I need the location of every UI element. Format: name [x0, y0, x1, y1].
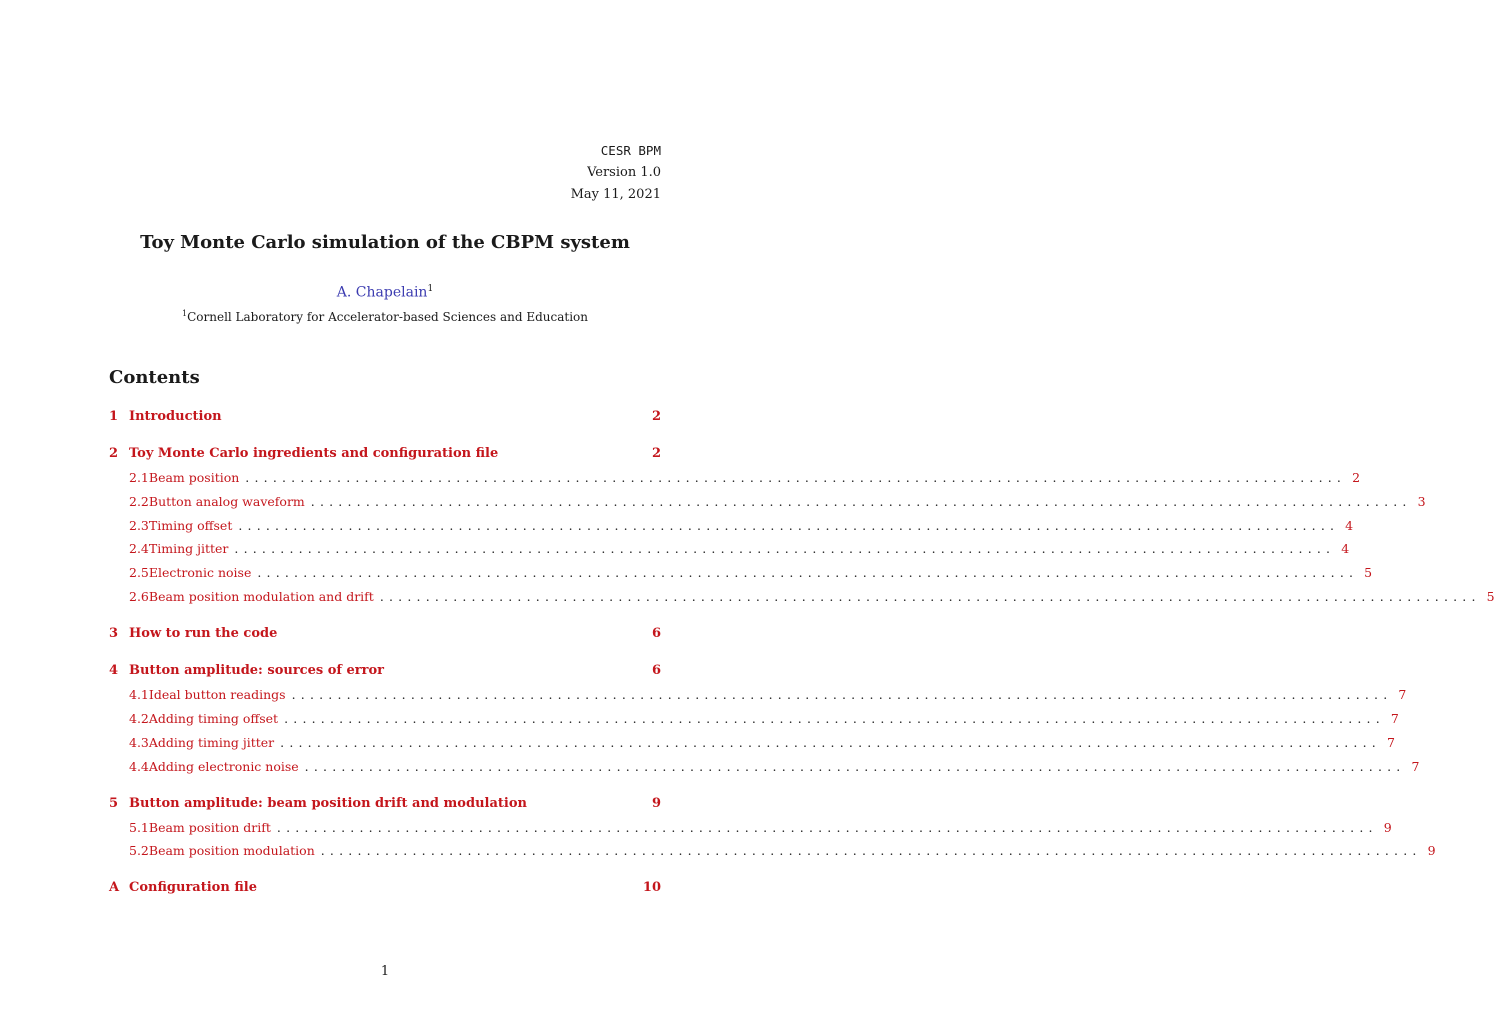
toc-entry-label[interactable]: Toy Monte Carlo ingredients and configuration file	[129, 446, 499, 461]
toc-entry-page[interactable]: 5	[1486, 589, 1495, 604]
toc-entry-number: 4.2	[129, 711, 149, 726]
toc-subsection-entry[interactable]	[109, 711, 1399, 729]
toc-entry-label[interactable]: Ideal button readings	[148, 687, 286, 702]
toc-entry-number: A	[109, 880, 120, 895]
toc-entry-number: 4.1	[129, 687, 149, 702]
toc-entry-page[interactable]: 4	[1345, 518, 1354, 533]
toc-entry-number: 4.4	[129, 759, 149, 774]
toc-entry-label[interactable]: How to run the code	[129, 626, 278, 641]
toc-section-entry[interactable]	[109, 409, 661, 427]
toc-dot-leader: ........................................................................................................................	[238, 518, 1340, 533]
toc-subsection-entry[interactable]	[109, 820, 1392, 838]
toc-entry-label[interactable]: Beam position	[148, 470, 240, 485]
author-affiliation-marker: 1	[427, 284, 434, 294]
toc-entry-label[interactable]: Button analog waveform	[148, 494, 305, 509]
toc-entry-number: 2.2	[129, 494, 149, 509]
toc-entry-page[interactable]: 6	[651, 626, 661, 641]
document-date: May 11, 2021	[570, 187, 661, 202]
toc-entry-page[interactable]: 4	[1341, 541, 1350, 556]
toc-subsection-entry[interactable]	[109, 843, 1436, 861]
project-name: CESR BPM	[600, 143, 661, 158]
contents-heading: Contents	[109, 367, 200, 388]
toc-section-entry[interactable]	[109, 880, 661, 898]
toc-entry-label[interactable]: Timing jitter	[148, 541, 229, 556]
toc-entry-number: 5.2	[129, 843, 149, 858]
toc-entry-page[interactable]: 2	[651, 446, 661, 461]
toc-entry-page[interactable]: 9	[1427, 843, 1436, 858]
toc-entry-page[interactable]: 7	[1386, 735, 1395, 750]
toc-entry-number: 3	[109, 626, 119, 641]
toc-entry-number: 5.1	[129, 820, 149, 835]
toc-entry-page[interactable]: 2	[651, 409, 661, 424]
version-label: Version 1.0	[587, 165, 661, 180]
toc-entry-number: 5	[109, 796, 119, 811]
author-line[interactable]	[0, 284, 770, 301]
toc-dot-leader: ........................................................................................................................	[280, 735, 1381, 750]
toc-entry-page[interactable]: 7	[1390, 711, 1399, 726]
toc-entry-page[interactable]: 7	[1411, 759, 1420, 774]
toc-subsection-entry[interactable]	[109, 759, 1420, 777]
toc-dot-leader: ........................................................................................................................	[310, 494, 1412, 509]
toc-entry-label[interactable]: Adding timing jitter	[148, 735, 275, 750]
toc-entry-number: 1	[109, 409, 119, 424]
document-title: Toy Monte Carlo simulation of the CBPM system	[140, 232, 630, 253]
affiliation-text: Cornell Laboratory for Accelerator-based Sciences and Education	[187, 310, 588, 324]
toc-entry-page[interactable]: 9	[651, 796, 661, 811]
toc-entry-label[interactable]: Adding electronic noise	[148, 759, 299, 774]
toc-entry-page[interactable]: 5	[1364, 565, 1373, 580]
toc-entry-page[interactable]: 3	[1417, 494, 1426, 509]
toc-entry-label[interactable]: Button amplitude: sources of error	[129, 663, 384, 678]
toc-subsection-entry[interactable]	[109, 470, 1361, 488]
toc-entry-page[interactable]: 6	[651, 663, 661, 678]
toc-entry-page[interactable]: 10	[642, 880, 661, 895]
toc-entry-label[interactable]: Configuration file	[129, 880, 257, 895]
toc-entry-number: 2.4	[129, 541, 149, 556]
toc-dot-leader: ........................................................................................................................	[257, 565, 1359, 580]
toc-entry-number: 4	[109, 663, 119, 678]
page-number: 1	[380, 964, 390, 979]
toc-dot-leader: ........................................................................................................................	[276, 820, 1378, 835]
toc-entry-number: 2.6	[129, 589, 149, 604]
toc-subsection-entry[interactable]	[109, 589, 1495, 607]
toc-entry-number: 2.1	[129, 470, 149, 485]
toc-subsection-entry[interactable]	[109, 735, 1395, 753]
toc-subsection-entry[interactable]	[109, 518, 1354, 536]
toc-entry-label[interactable]: Beam position modulation and drift	[148, 589, 374, 604]
toc-entry-number: 4.3	[129, 735, 149, 750]
toc-subsection-entry[interactable]	[109, 565, 1373, 583]
toc-dot-leader: ........................................................................................................................	[234, 541, 1336, 556]
toc-dot-leader: ........................................................................................................................	[320, 843, 1422, 858]
toc-entry-label[interactable]: Adding timing offset	[148, 711, 279, 726]
toc-entry-label[interactable]: Beam position drift	[148, 820, 271, 835]
affiliation-marker: 1	[182, 309, 188, 318]
toc-subsection-entry[interactable]	[109, 494, 1426, 512]
toc-entry-label[interactable]: Beam position modulation	[148, 843, 315, 858]
affiliation-line	[0, 309, 770, 324]
toc-dot-leader: ........................................................................................................................	[245, 470, 1347, 485]
toc-subsection-entry[interactable]	[109, 687, 1407, 705]
toc-entry-number: 2.5	[129, 565, 149, 580]
toc-entry-number: 2.3	[129, 518, 149, 533]
toc-entry-label[interactable]: Introduction	[129, 409, 222, 424]
toc-dot-leader: ........................................................................................................................	[284, 711, 1385, 726]
toc-entry-page[interactable]: 7	[1398, 687, 1407, 702]
toc-entry-page[interactable]: 9	[1383, 820, 1392, 835]
toc-dot-leader: ........................................................................................................................	[291, 687, 1393, 702]
toc-entry-number: 2	[109, 446, 119, 461]
toc-entry-label[interactable]: Electronic noise	[148, 565, 252, 580]
toc-dot-leader: ........................................................................................................................	[379, 589, 1481, 604]
toc-section-entry[interactable]	[109, 626, 661, 644]
author-name[interactable]: A. Chapelain	[336, 284, 428, 301]
toc-entry-page[interactable]: 2	[1352, 470, 1361, 485]
document-header	[571, 140, 661, 206]
toc-section-entry[interactable]	[109, 796, 661, 814]
toc-entry-label[interactable]: Button amplitude: beam position drift and modulation	[129, 796, 527, 811]
toc-entry-label[interactable]: Timing offset	[148, 518, 233, 533]
toc-section-entry[interactable]	[109, 446, 661, 464]
toc-dot-leader: ........................................................................................................................	[304, 759, 1406, 774]
toc-subsection-entry[interactable]	[109, 541, 1350, 559]
toc-section-entry[interactable]	[109, 663, 661, 681]
